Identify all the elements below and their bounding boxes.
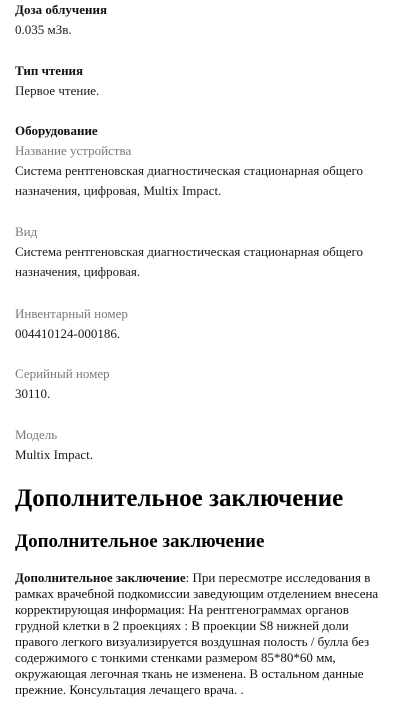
additional-conclusion-label: Дополнительное заключение bbox=[15, 570, 186, 585]
additional-conclusion-heading: Дополнительное заключение bbox=[15, 485, 344, 512]
dose-title: Доза облучения bbox=[15, 2, 108, 17]
inventory-number-label: Инвентарный номер bbox=[15, 306, 128, 321]
device-name-label: Название устройства bbox=[15, 143, 132, 158]
reading-type-value: Первое чтение. bbox=[15, 83, 100, 98]
equipment-title: Оборудование bbox=[15, 123, 98, 138]
dose-value: 0.035 мЗв. bbox=[15, 22, 72, 37]
additional-conclusion-text: : При пересмотре исследования в рамках врачебной подкомиссии заведующим отделением внесена корректирующая информация: На рентгенограммах органов грудной клетки в 2 проекциях : В проекции S8 нижней доли правого легкого визуализируется воздушная полость / булла без содержимого с тонкими стенками размером 85*80*60 мм, окружающая легочная ткань не изменена. В остальном данные прежние. Консультация лечащего врача. . bbox=[15, 570, 379, 697]
additional-conclusion-paragraph bbox=[15, 570, 387, 698]
serial-number-label: Серийный номер bbox=[15, 366, 110, 381]
serial-number-value: 30110. bbox=[15, 386, 51, 401]
model-label: Модель bbox=[15, 427, 58, 442]
reading-type-title: Тип чтения bbox=[15, 63, 84, 78]
device-kind-label: Вид bbox=[15, 224, 38, 239]
inventory-number-value: 004410124-000186. bbox=[15, 326, 121, 341]
device-name-value: Система рентгеновская диагностическая стационарная общего назначения, цифровая, Multix Impact. bbox=[15, 163, 364, 198]
additional-conclusion-subheading: Дополнительное заключение bbox=[15, 531, 265, 552]
device-kind-value: Система рентгеновская диагностическая стационарная общего назначения, цифровая. bbox=[15, 244, 364, 279]
model-value: Multix Impact. bbox=[15, 447, 93, 462]
